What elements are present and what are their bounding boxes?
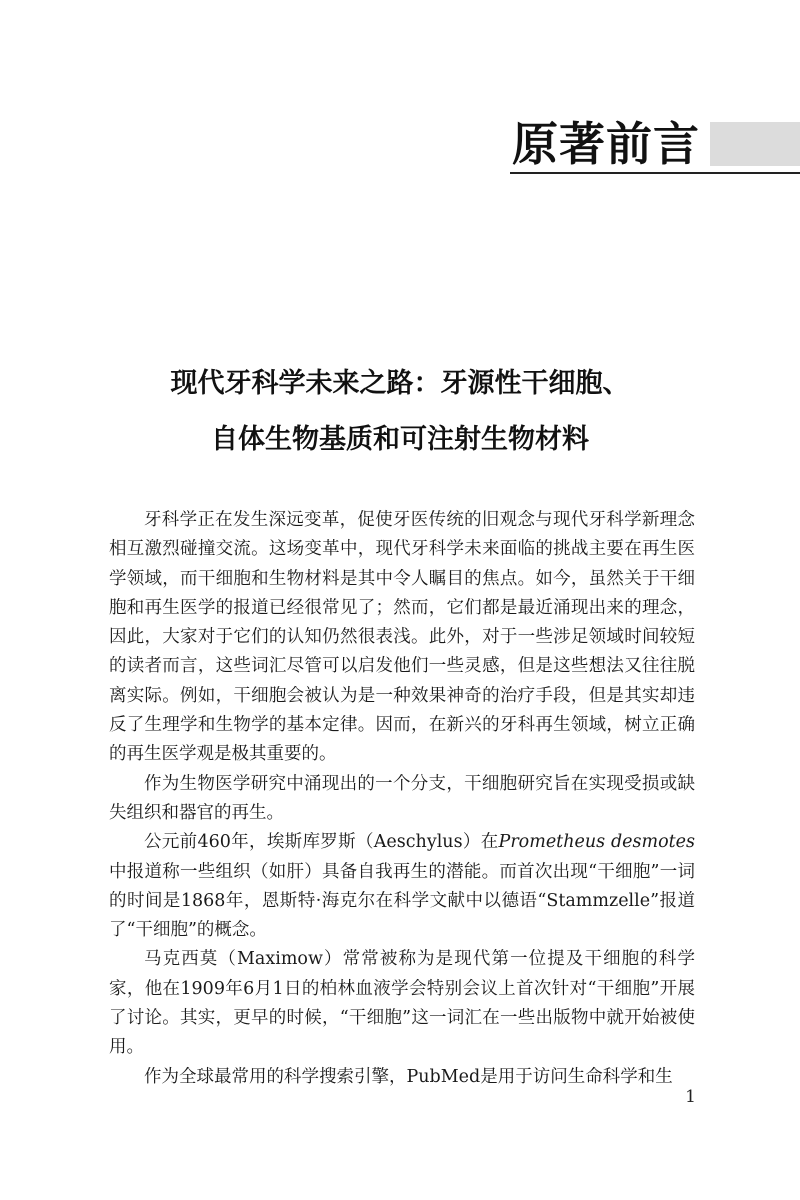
paragraph: 马克西莫（Maximow）常常被称为是现代第一位提及干细胞的科学家，他在1909年6月1日的柏林血液学会特别会议上首次针对“干细胞”开展了讨论。其实，更早的时候，“干细胞”这一词汇在一些出版物中就开始被使用。 bbox=[109, 949, 695, 1058]
header-gray-band bbox=[710, 122, 800, 166]
chapter-title: 原著前言 bbox=[512, 117, 700, 171]
paragraph bbox=[109, 828, 695, 945]
body-text bbox=[109, 506, 695, 1092]
header-rule bbox=[510, 172, 800, 174]
paragraph: 作为全球最常用的科学搜索引擎，PubMed是用于访问生命科学和生 bbox=[144, 1066, 673, 1087]
subtitle-line-1: 现代牙科学未来之路：牙源性干细胞、 bbox=[170, 368, 630, 399]
paragraph: 牙科学正在发生深远变革，促使牙医传统的旧观念与现代牙科学新理念相互激烈碰撞交流。这场变革中，现代牙科学未来面临的挑战主要在再生医学领域，而干细胞和生物材料是其中令人瞩目的焦点。如今，虽然关于干细胞和再生医学的报道已经很常见了；然而，它们都是最近涌现出来的理念，因此，大家对于它们的认知仍然很表浅。此外，对于一些涉足领域时间较短的读者而言，这些词汇尽管可以启发他们一些灵感，但是这些想法又往往脱离实际。例如，干细胞会被认为是一种效果神奇的治疗手段，但是其实却违反了生理学和生物学的基本定律。因而，在新兴的牙科再生领域，树立正确的再生医学观是极其重要的。 bbox=[109, 510, 695, 765]
paragraph-text: 中报道称一些组织（如肝）具备自我再生的潜能。而首次出现“干细胞”一词的时间是1868年，恩斯特·海克尔在科学文献中以德语“Stammzelle”报道了“干细胞”的概念。 bbox=[109, 861, 695, 941]
paragraph-text: 公元前460年，埃斯库罗斯（Aeschylus）在 bbox=[144, 832, 499, 853]
page-number: 1 bbox=[685, 1087, 696, 1107]
subtitle-line-2: 自体生物基质和可注射生物材料 bbox=[211, 424, 589, 455]
work-title: Prometheus desmotes bbox=[498, 832, 696, 853]
paragraph: 作为生物医学研究中涌现出的一个分支，干细胞研究旨在实现受损或缺失组织和器官的再生。 bbox=[109, 773, 695, 823]
